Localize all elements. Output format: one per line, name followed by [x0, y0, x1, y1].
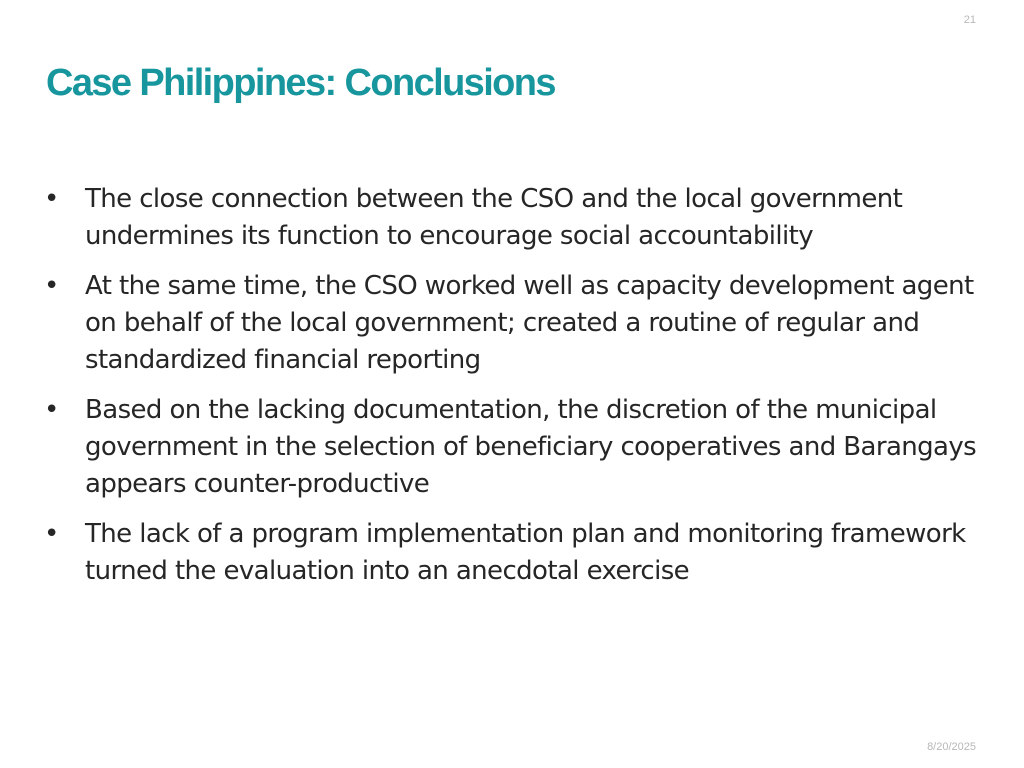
- bullet-marker: •: [44, 271, 59, 301]
- bullet-text: The lack of a program implementation plan and monitoring framework turned the evaluation into an anecdotal exercise: [85, 519, 966, 586]
- bullet-marker: •: [44, 184, 59, 214]
- bullet-item: [44, 392, 984, 503]
- bullet-text: The close connection between the CSO and the local government undermines its function to encourage social accountability: [85, 184, 903, 251]
- bullet-item: [44, 268, 984, 379]
- slide-title: Case Philippines: Conclusions: [46, 62, 555, 104]
- bullet-marker: •: [44, 395, 59, 425]
- bullet-item: [44, 516, 984, 590]
- bullet-text: At the same time, the CSO worked well as capacity development agent on behalf of the local government; created a routine of regular and standardized financial reporting: [85, 271, 974, 375]
- bullet-marker: •: [44, 519, 59, 549]
- bullet-item: [44, 181, 984, 255]
- slide-date: 8/20/2025: [927, 741, 976, 753]
- bullet-text: Based on the lacking documentation, the discretion of the municipal government in the selection of beneficiary cooperatives and Barangays appears counter-productive: [85, 395, 977, 499]
- bullet-list: [44, 181, 984, 603]
- slide-number: 21: [963, 14, 976, 26]
